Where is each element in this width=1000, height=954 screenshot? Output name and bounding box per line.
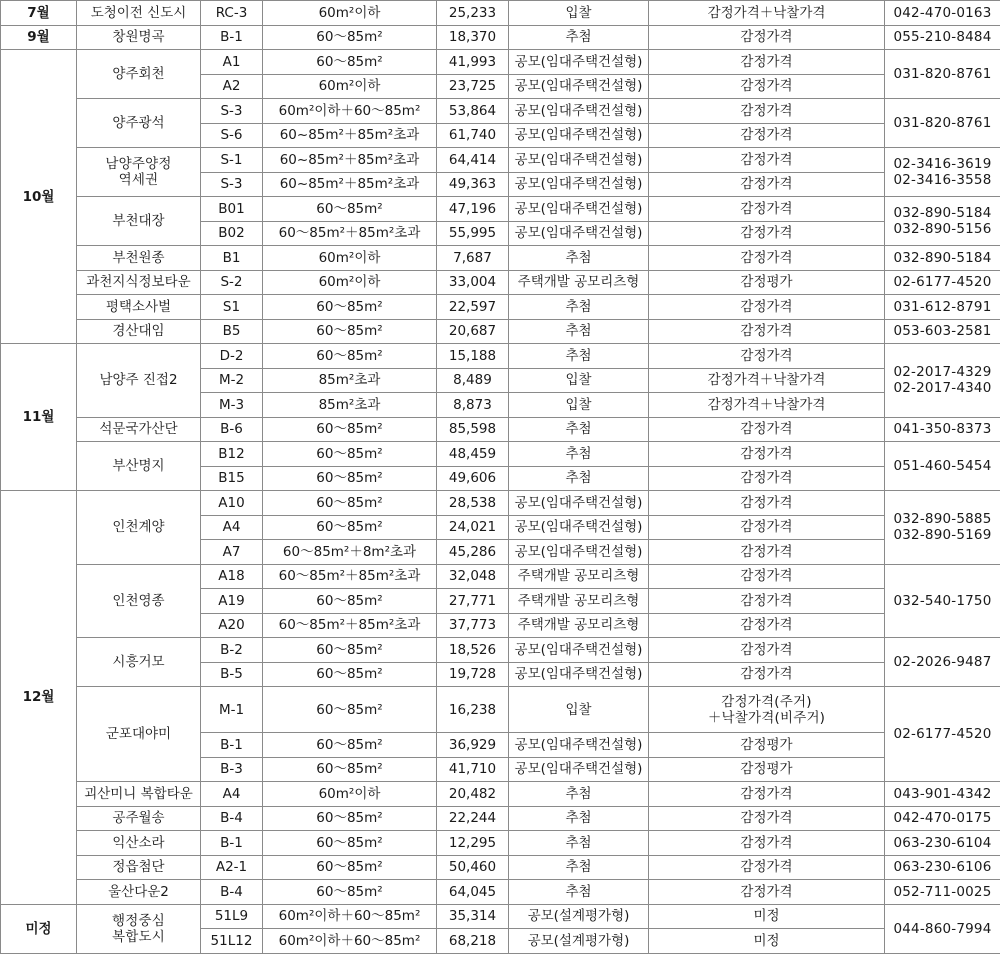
table-row <box>1 50 1000 75</box>
block-cell: B15 <box>201 466 263 491</box>
method-cell: 주택개발 공모리츠형 <box>509 564 649 589</box>
contact-cell: 032-540-1750 <box>885 564 1000 638</box>
contact-cell: 044-860-7994 <box>885 904 1000 953</box>
price-cell: 감정가격 <box>649 540 885 565</box>
units-cell: 15,188 <box>437 344 509 369</box>
month-cell: 10월 <box>1 50 77 344</box>
method-cell: 추첨 <box>509 25 649 50</box>
area-cell: 60～85m² <box>263 417 437 442</box>
district-cell: 시흥거모 <box>77 638 201 687</box>
method-cell: 입찰 <box>509 1 649 26</box>
method-cell: 추첨 <box>509 880 649 905</box>
units-cell: 7,687 <box>437 246 509 271</box>
method-cell: 공모(임대주택건설형) <box>509 491 649 516</box>
area-cell: 60～85m² <box>263 50 437 75</box>
area-cell: 60~85m²＋85m²초과 <box>263 172 437 197</box>
price-cell: 감정평가 <box>649 270 885 295</box>
units-cell: 25,233 <box>437 1 509 26</box>
price-cell: 감정가격 <box>649 148 885 173</box>
block-cell: A2 <box>201 74 263 99</box>
district-cell: 평택소사벌 <box>77 295 201 320</box>
area-cell: 60～85m² <box>263 491 437 516</box>
area-cell: 60m²이하 <box>263 1 437 26</box>
area-cell: 60m²이하 <box>263 270 437 295</box>
area-cell: 60～85m² <box>263 25 437 50</box>
area-cell: 60m²이하 <box>263 74 437 99</box>
method-cell: 공모(임대주택건설형) <box>509 197 649 222</box>
units-cell: 20,687 <box>437 319 509 344</box>
method-cell: 공모(임대주택건설형) <box>509 148 649 173</box>
price-cell: 감정가격 <box>649 613 885 638</box>
units-cell: 12,295 <box>437 831 509 856</box>
method-cell: 추첨 <box>509 246 649 271</box>
price-cell: 미정 <box>649 929 885 954</box>
block-cell: B-1 <box>201 831 263 856</box>
month-cell: 11월 <box>1 344 77 491</box>
price-cell: 감정가격(주거) ＋낙찰가격(비주거) <box>649 687 885 733</box>
price-cell: 감정가격 <box>649 123 885 148</box>
contact-cell: 031-612-8791 <box>885 295 1000 320</box>
contact-cell: 02-2017-4329 02-2017-4340 <box>885 344 1000 418</box>
month-cell: 미정 <box>1 904 77 953</box>
units-cell: 47,196 <box>437 197 509 222</box>
district-cell: 부천원종 <box>77 246 201 271</box>
area-cell: 60～85m² <box>263 831 437 856</box>
month-cell: 12월 <box>1 491 77 905</box>
area-cell: 60m²이하 <box>263 246 437 271</box>
method-cell: 공모(임대주택건설형) <box>509 515 649 540</box>
month-cell: 9월 <box>1 25 77 50</box>
price-cell: 감정가격 <box>649 25 885 50</box>
table-row <box>1 99 1000 124</box>
table-row <box>1 904 1000 929</box>
method-cell: 공모(임대주택건설형) <box>509 757 649 782</box>
units-cell: 41,993 <box>437 50 509 75</box>
table-row <box>1 855 1000 880</box>
block-cell: B-2 <box>201 638 263 663</box>
contact-cell: 053-603-2581 <box>885 319 1000 344</box>
price-cell: 감정가격 <box>649 221 885 246</box>
price-cell: 감정가격 <box>649 806 885 831</box>
block-cell: B1 <box>201 246 263 271</box>
area-cell: 60～85m² <box>263 466 437 491</box>
units-cell: 18,370 <box>437 25 509 50</box>
contact-cell: 052-711-0025 <box>885 880 1000 905</box>
price-cell: 감정가격＋낙찰가격 <box>649 368 885 393</box>
area-cell: 60～85m²＋85m²초과 <box>263 221 437 246</box>
price-cell: 감정가격 <box>649 295 885 320</box>
block-cell: S-2 <box>201 270 263 295</box>
area-cell: 60～85m² <box>263 197 437 222</box>
block-cell: M-1 <box>201 687 263 733</box>
price-cell: 감정가격 <box>649 197 885 222</box>
block-cell: 51L12 <box>201 929 263 954</box>
block-cell: RC-3 <box>201 1 263 26</box>
contact-cell: 055-210-8484 <box>885 25 1000 50</box>
units-cell: 36,929 <box>437 733 509 758</box>
contact-cell: 032-890-5184 <box>885 246 1000 271</box>
area-cell: 60～85m² <box>263 733 437 758</box>
table-row <box>1 564 1000 589</box>
block-cell: B-3 <box>201 757 263 782</box>
block-cell: S-3 <box>201 99 263 124</box>
area-cell: 60～85m² <box>263 806 437 831</box>
method-cell: 주택개발 공모리츠형 <box>509 589 649 614</box>
table-row <box>1 831 1000 856</box>
units-cell: 24,021 <box>437 515 509 540</box>
area-cell: 60～85m² <box>263 295 437 320</box>
table-row <box>1 270 1000 295</box>
block-cell: B02 <box>201 221 263 246</box>
contact-cell: 032-890-5885 032-890-5169 <box>885 491 1000 565</box>
block-cell: 51L9 <box>201 904 263 929</box>
block-cell: B-5 <box>201 662 263 687</box>
district-cell: 양주광석 <box>77 99 201 148</box>
method-cell: 공모(임대주택건설형) <box>509 172 649 197</box>
price-cell: 감정가격 <box>649 491 885 516</box>
table-row <box>1 246 1000 271</box>
area-cell: 60～85m² <box>263 319 437 344</box>
units-cell: 50,460 <box>437 855 509 880</box>
block-cell: A20 <box>201 613 263 638</box>
method-cell: 추첨 <box>509 295 649 320</box>
price-cell: 감정평가 <box>649 757 885 782</box>
method-cell: 공모(임대주택건설형) <box>509 74 649 99</box>
price-cell: 감정가격 <box>649 442 885 467</box>
district-cell: 군포대야미 <box>77 687 201 782</box>
area-cell: 60～85m² <box>263 687 437 733</box>
method-cell: 추첨 <box>509 344 649 369</box>
units-cell: 48,459 <box>437 442 509 467</box>
block-cell: M-2 <box>201 368 263 393</box>
units-cell: 55,995 <box>437 221 509 246</box>
units-cell: 64,045 <box>437 880 509 905</box>
method-cell: 공모(임대주택건설형) <box>509 638 649 663</box>
area-cell: 60m²이하＋60～85m² <box>263 904 437 929</box>
district-cell: 부천대장 <box>77 197 201 246</box>
units-cell: 37,773 <box>437 613 509 638</box>
table-row <box>1 25 1000 50</box>
units-cell: 64,414 <box>437 148 509 173</box>
price-cell: 감정가격＋낙찰가격 <box>649 393 885 418</box>
district-cell: 석문국가산단 <box>77 417 201 442</box>
table-row <box>1 319 1000 344</box>
block-cell: S1 <box>201 295 263 320</box>
district-cell: 인천계양 <box>77 491 201 565</box>
area-cell: 60～85m² <box>263 515 437 540</box>
units-cell: 18,526 <box>437 638 509 663</box>
block-cell: A4 <box>201 782 263 807</box>
price-cell: 감정가격 <box>649 74 885 99</box>
district-cell: 공주월송 <box>77 806 201 831</box>
method-cell: 공모(임대주택건설형) <box>509 662 649 687</box>
table-row <box>1 442 1000 467</box>
contact-cell: 02-3416-3619 02-3416-3558 <box>885 148 1000 197</box>
method-cell: 공모(임대주택건설형) <box>509 733 649 758</box>
method-cell: 입찰 <box>509 368 649 393</box>
price-cell: 감정평가 <box>649 733 885 758</box>
table-row <box>1 148 1000 173</box>
price-cell: 감정가격 <box>649 319 885 344</box>
contact-cell: 063-230-6104 <box>885 831 1000 856</box>
units-cell: 20,482 <box>437 782 509 807</box>
block-cell: M-3 <box>201 393 263 418</box>
units-cell: 68,218 <box>437 929 509 954</box>
block-cell: S-6 <box>201 123 263 148</box>
units-cell: 8,489 <box>437 368 509 393</box>
district-cell: 남양주 진접2 <box>77 344 201 418</box>
area-cell: 60～85m²＋85m²초과 <box>263 564 437 589</box>
block-cell: B-1 <box>201 733 263 758</box>
block-cell: D-2 <box>201 344 263 369</box>
block-cell: B-4 <box>201 880 263 905</box>
method-cell: 주택개발 공모리츠형 <box>509 613 649 638</box>
units-cell: 49,363 <box>437 172 509 197</box>
district-cell: 과천지식정보타운 <box>77 270 201 295</box>
table-row <box>1 687 1000 733</box>
price-cell: 감정가격 <box>649 172 885 197</box>
units-cell: 27,771 <box>437 589 509 614</box>
price-cell: 감정가격 <box>649 417 885 442</box>
units-cell: 28,538 <box>437 491 509 516</box>
table-row <box>1 782 1000 807</box>
area-cell: 60～85m² <box>263 662 437 687</box>
units-cell: 16,238 <box>437 687 509 733</box>
block-cell: B-4 <box>201 806 263 831</box>
district-cell: 남양주양정 역세권 <box>77 148 201 197</box>
table-row <box>1 638 1000 663</box>
price-cell: 감정가격 <box>649 564 885 589</box>
district-cell: 괴산미니 복합타운 <box>77 782 201 807</box>
contact-cell: 032-890-5184 032-890-5156 <box>885 197 1000 246</box>
contact-cell: 063-230-6106 <box>885 855 1000 880</box>
contact-cell: 031-820-8761 <box>885 50 1000 99</box>
method-cell: 입찰 <box>509 393 649 418</box>
units-cell: 45,286 <box>437 540 509 565</box>
price-cell: 감정가격 <box>649 344 885 369</box>
method-cell: 공모(임대주택건설형) <box>509 50 649 75</box>
area-cell: 60～85m²＋8m²초과 <box>263 540 437 565</box>
area-cell: 60～85m² <box>263 589 437 614</box>
area-cell: 85m²초과 <box>263 368 437 393</box>
area-cell: 60m²이하＋60～85m² <box>263 929 437 954</box>
block-cell: B-6 <box>201 417 263 442</box>
units-cell: 85,598 <box>437 417 509 442</box>
units-cell: 49,606 <box>437 466 509 491</box>
block-cell: B-1 <box>201 25 263 50</box>
table-row <box>1 295 1000 320</box>
method-cell: 공모(임대주택건설형) <box>509 540 649 565</box>
district-cell: 경산대임 <box>77 319 201 344</box>
table-row <box>1 197 1000 222</box>
block-cell: S-3 <box>201 172 263 197</box>
units-cell: 53,864 <box>437 99 509 124</box>
table-row <box>1 344 1000 369</box>
price-cell: 감정가격 <box>649 515 885 540</box>
method-cell: 추첨 <box>509 319 649 344</box>
area-cell: 85m²초과 <box>263 393 437 418</box>
block-cell: B01 <box>201 197 263 222</box>
price-cell: 감정가격 <box>649 50 885 75</box>
price-cell: 감정가격 <box>649 831 885 856</box>
method-cell: 공모(설계평가형) <box>509 904 649 929</box>
district-cell: 울산다운2 <box>77 880 201 905</box>
method-cell: 추첨 <box>509 466 649 491</box>
district-cell: 도청이전 신도시 <box>77 1 201 26</box>
method-cell: 추첨 <box>509 831 649 856</box>
method-cell: 공모(설계평가형) <box>509 929 649 954</box>
district-cell: 익산소라 <box>77 831 201 856</box>
method-cell: 추첨 <box>509 442 649 467</box>
block-cell: A7 <box>201 540 263 565</box>
area-cell: 60～85m² <box>263 344 437 369</box>
units-cell: 22,597 <box>437 295 509 320</box>
method-cell: 입찰 <box>509 687 649 733</box>
table-row <box>1 880 1000 905</box>
district-cell: 행정중심 복합도시 <box>77 904 201 953</box>
price-cell: 감정가격 <box>649 855 885 880</box>
method-cell: 공모(임대주택건설형) <box>509 99 649 124</box>
table-row <box>1 417 1000 442</box>
price-cell: 감정가격 <box>649 782 885 807</box>
block-cell: A4 <box>201 515 263 540</box>
block-cell: B5 <box>201 319 263 344</box>
units-cell: 61,740 <box>437 123 509 148</box>
table-row <box>1 1 1000 26</box>
area-cell: 60~85m²＋85m²초과 <box>263 123 437 148</box>
units-cell: 19,728 <box>437 662 509 687</box>
area-cell: 60～85m² <box>263 442 437 467</box>
method-cell: 추첨 <box>509 417 649 442</box>
block-cell: A19 <box>201 589 263 614</box>
contact-cell: 031-820-8761 <box>885 99 1000 148</box>
units-cell: 41,710 <box>437 757 509 782</box>
table-row <box>1 806 1000 831</box>
price-cell: 감정가격 <box>649 880 885 905</box>
price-cell: 감정가격 <box>649 589 885 614</box>
district-cell: 인천영종 <box>77 564 201 638</box>
method-cell: 추첨 <box>509 855 649 880</box>
price-cell: 미정 <box>649 904 885 929</box>
method-cell: 공모(임대주택건설형) <box>509 123 649 148</box>
contact-cell: 02-2026-9487 <box>885 638 1000 687</box>
method-cell: 주택개발 공모리츠형 <box>509 270 649 295</box>
table-row <box>1 491 1000 516</box>
price-cell: 감정가격 <box>649 246 885 271</box>
area-cell: 60～85m² <box>263 855 437 880</box>
contact-cell: 02-6177-4520 <box>885 270 1000 295</box>
contact-cell: 043-901-4342 <box>885 782 1000 807</box>
block-cell: B12 <box>201 442 263 467</box>
month-cell: 7월 <box>1 1 77 26</box>
units-cell: 35,314 <box>437 904 509 929</box>
block-cell: A10 <box>201 491 263 516</box>
district-cell: 부산명지 <box>77 442 201 491</box>
block-cell: S-1 <box>201 148 263 173</box>
contact-cell: 042-470-0163 <box>885 1 1000 26</box>
price-cell: 감정가격＋낙찰가격 <box>649 1 885 26</box>
area-cell: 60m²이하 <box>263 782 437 807</box>
method-cell: 추첨 <box>509 806 649 831</box>
method-cell: 공모(임대주택건설형) <box>509 221 649 246</box>
block-cell: A18 <box>201 564 263 589</box>
district-cell: 양주회천 <box>77 50 201 99</box>
contact-cell: 042-470-0175 <box>885 806 1000 831</box>
contact-cell: 041-350-8373 <box>885 417 1000 442</box>
units-cell: 32,048 <box>437 564 509 589</box>
contact-cell: 02-6177-4520 <box>885 687 1000 782</box>
method-cell: 추첨 <box>509 782 649 807</box>
units-cell: 33,004 <box>437 270 509 295</box>
price-cell: 감정가격 <box>649 99 885 124</box>
price-cell: 감정가격 <box>649 638 885 663</box>
area-cell: 60～85m² <box>263 638 437 663</box>
district-cell: 창원명곡 <box>77 25 201 50</box>
district-cell: 정읍첨단 <box>77 855 201 880</box>
price-cell: 감정가격 <box>649 662 885 687</box>
block-cell: A2-1 <box>201 855 263 880</box>
area-cell: 60m²이하＋60～85m² <box>263 99 437 124</box>
area-cell: 60～85m² <box>263 880 437 905</box>
contact-cell: 051-460-5454 <box>885 442 1000 491</box>
price-cell: 감정가격 <box>649 466 885 491</box>
units-cell: 22,244 <box>437 806 509 831</box>
area-cell: 60～85m²＋85m²초과 <box>263 613 437 638</box>
units-cell: 23,725 <box>437 74 509 99</box>
area-cell: 60～85m² <box>263 757 437 782</box>
area-cell: 60~85m²＋85m²초과 <box>263 148 437 173</box>
units-cell: 8,873 <box>437 393 509 418</box>
block-cell: A1 <box>201 50 263 75</box>
